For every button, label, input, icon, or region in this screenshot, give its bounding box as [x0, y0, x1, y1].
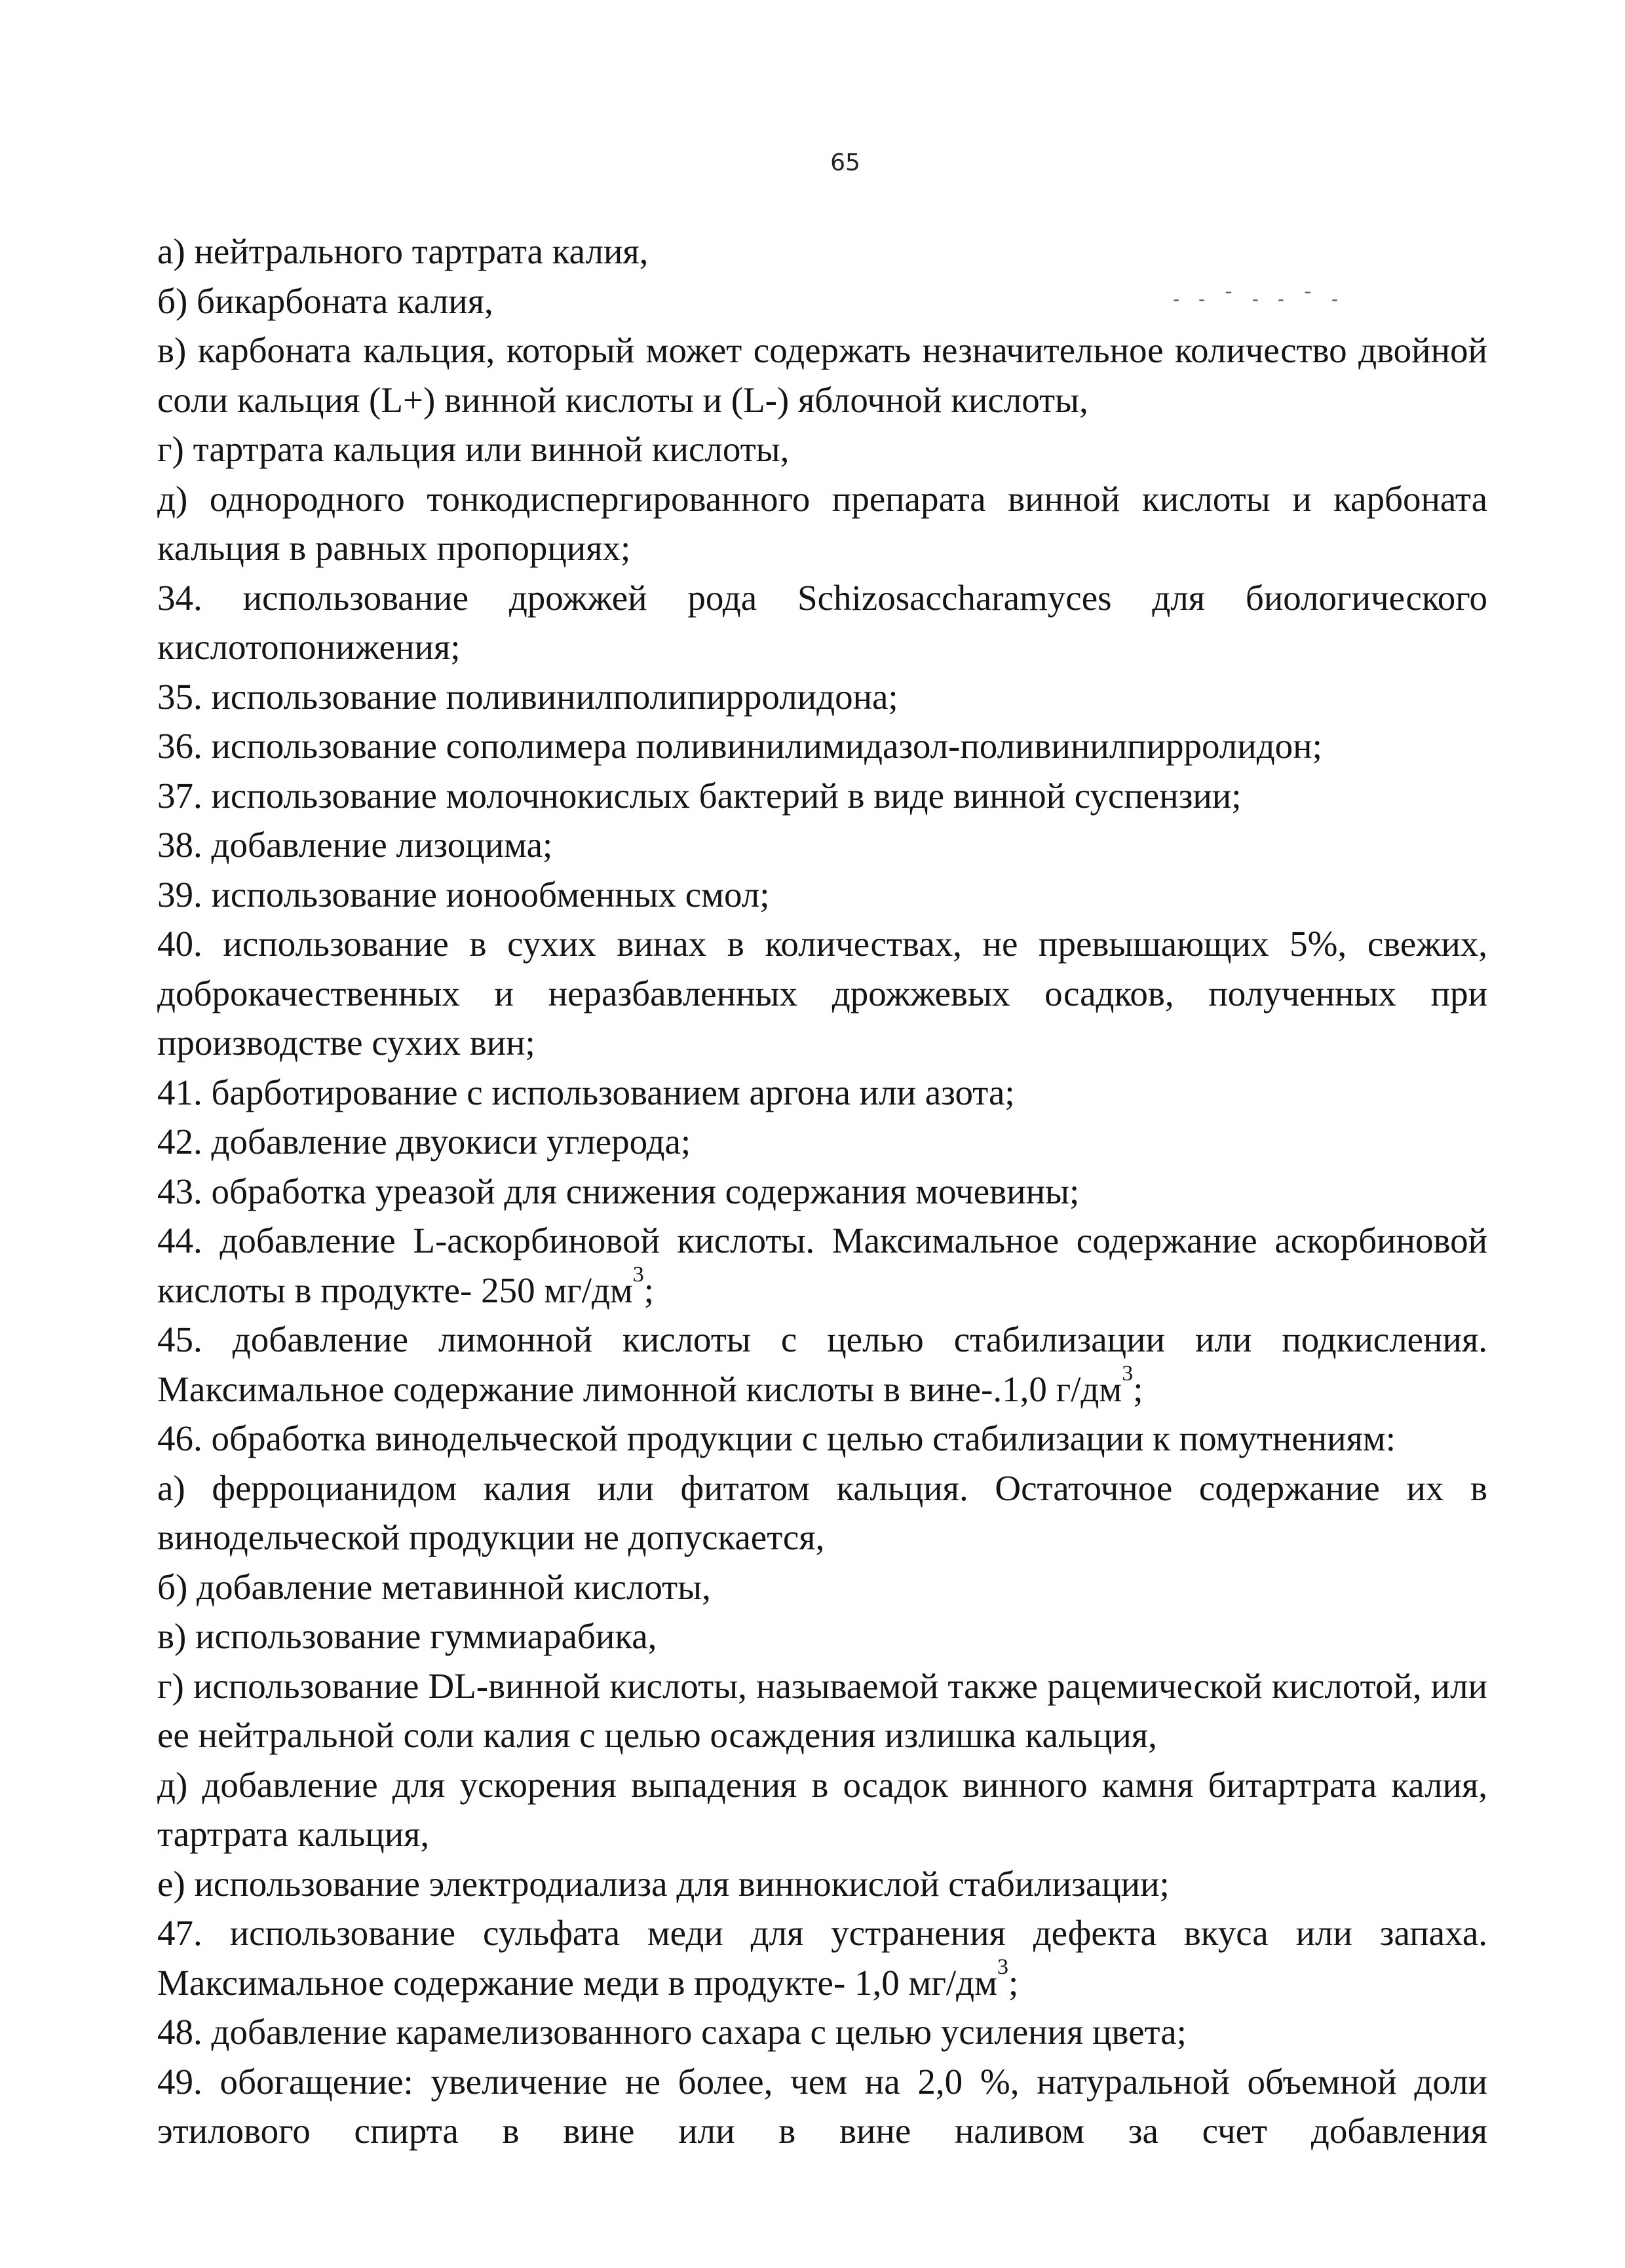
- paragraph-text: а) нейтрального тартрата калия,: [157, 231, 649, 271]
- paragraph-text: 47. использование сульфата меди для устранения дефекта вкуса или запаха. Максимальное содержание меди в продукте- 1,0 мг/дм: [157, 1913, 1487, 2003]
- paragraph-2: [157, 326, 1487, 425]
- paragraph-text: д) добавление для ускорения выпадения в осадок винного камня битартрата калия, тартрата кальция,: [157, 1764, 1487, 1854]
- paragraph-text: 36. использование сополимера поливинилимидазол-поливинилпирролидон;: [157, 726, 1322, 766]
- paragraph-17: [157, 1414, 1487, 1464]
- superscript: 3: [997, 1954, 1008, 1979]
- paragraph-text: г) тартрата кальция или винной кислоты,: [157, 429, 790, 469]
- paragraph-text: 40. использование в сухих винах в количествах, не превышающих 5%, свежих, доброкачественных и неразбавленных дрожжевых осадков, полученных при производстве сухих вин;: [157, 924, 1487, 1063]
- paragraph-4: [157, 474, 1487, 573]
- superscript: 3: [632, 1262, 644, 1287]
- paragraph-19: [157, 1562, 1487, 1612]
- paragraph-15: [157, 1216, 1487, 1315]
- paragraph-text: 37. использование молочнокислых бактерий в виде винной суспензии;: [157, 775, 1242, 816]
- paragraph-24: [157, 1908, 1487, 2007]
- paragraph-6: [157, 672, 1487, 722]
- paragraph-12: [157, 1068, 1487, 1118]
- paragraph-25: [157, 2007, 1487, 2057]
- paragraph-text: 34. использование дрожжей рода Schizosaccharamyces для биологического кислотопонижения;: [157, 577, 1487, 667]
- paragraph-0: [157, 227, 1487, 276]
- paragraph-text: 42. добавление двуокиси углерода;: [157, 1122, 691, 1162]
- paragraph-text: 41. барботирование с использованием аргона или азота;: [157, 1072, 1015, 1112]
- page-number: 65: [830, 149, 860, 176]
- paragraph-9: [157, 820, 1487, 870]
- paragraph-13: [157, 1117, 1487, 1167]
- paragraph-text: 45. добавление лимонной кислоты с целью стабилизации или подкисления. Максимальное содержание лимонной кислоты в вине-.1,0 г/дм: [157, 1319, 1487, 1409]
- paragraph-22: [157, 1760, 1487, 1859]
- paragraph-11: [157, 919, 1487, 1068]
- paragraph-text: 35. использование поливинилполипирролидона;: [157, 676, 898, 717]
- paragraph-5: [157, 573, 1487, 672]
- paragraph-text: б) добавление метавинной кислоты,: [157, 1566, 711, 1607]
- paragraph-text: 38. добавление лизоцима;: [157, 825, 553, 865]
- paragraph-tail: ;: [1133, 1369, 1143, 1409]
- paragraph-tail: ;: [1008, 1962, 1019, 2003]
- paragraph-10: [157, 870, 1487, 920]
- paragraph-21: [157, 1661, 1487, 1760]
- paragraph-23: [157, 1859, 1487, 1909]
- paragraph-text: 48. добавление карамелизованного сахара с целью усиления цвета;: [157, 2012, 1187, 2052]
- paragraph-text: 46. обработка винодельческой продукции с целью стабилизации к помутнениям:: [157, 1418, 1396, 1458]
- paragraph-text: г) использование DL-винной кислоты, называемой также рацемической кислотой, или ее нейтральной соли калия с целью осаждения излишка кальция,: [157, 1665, 1487, 1755]
- document-body: [157, 227, 1487, 2156]
- paragraph-tail: ;: [643, 1270, 655, 1310]
- paragraph-18: [157, 1464, 1487, 1562]
- paragraph-14: [157, 1167, 1487, 1217]
- paragraph-text: 49. обогащение: увеличение не более, чем на 2,0 %, натуральной объемной доли этилового спирта в вине или в вине наливом за счет добавления: [157, 2061, 1487, 2151]
- superscript: 3: [1122, 1361, 1134, 1386]
- paragraph-text: б) бикарбоната калия,: [157, 280, 493, 321]
- paragraph-text: а) ферроцианидом калия или фитатом кальция. Остаточное содержание их в винодельческой продукции не допускается,: [157, 1467, 1487, 1557]
- paragraph-20: [157, 1612, 1487, 1661]
- paragraph-text: е) использование электродиализа для виннокислой стабилизации;: [157, 1863, 1170, 1904]
- scan-artifact: - - ˉ - - ˉ -: [1173, 288, 1345, 310]
- paragraph-text: в) использование гуммиарабика,: [157, 1616, 657, 1656]
- paragraph-text: д) однородного тонкодиспергированного препарата винной кислоты и карбоната кальция в равных пропорциях;: [157, 478, 1487, 568]
- paragraph-16: [157, 1315, 1487, 1414]
- paragraph-text: в) карбоната кальция, который может содержать незначительное количество двойной соли кальция (L+) винной кислоты и (L-) яблочной кислоты,: [157, 330, 1487, 420]
- paragraph-7: [157, 721, 1487, 771]
- paragraph-1: [157, 276, 1487, 326]
- paragraph-text: 43. обработка уреазой для снижения содержания мочевины;: [157, 1171, 1080, 1211]
- paragraph-text: 44. добавление L-аскорбиновой кислоты. Максимальное содержание аскорбиновой кислоты в продукте- 250 мг/дм: [157, 1220, 1487, 1310]
- paragraph-26: [157, 2057, 1487, 2156]
- paragraph-3: [157, 425, 1487, 474]
- paragraph-text: 39. использование ионообменных смол;: [157, 874, 770, 915]
- paragraph-8: [157, 771, 1487, 821]
